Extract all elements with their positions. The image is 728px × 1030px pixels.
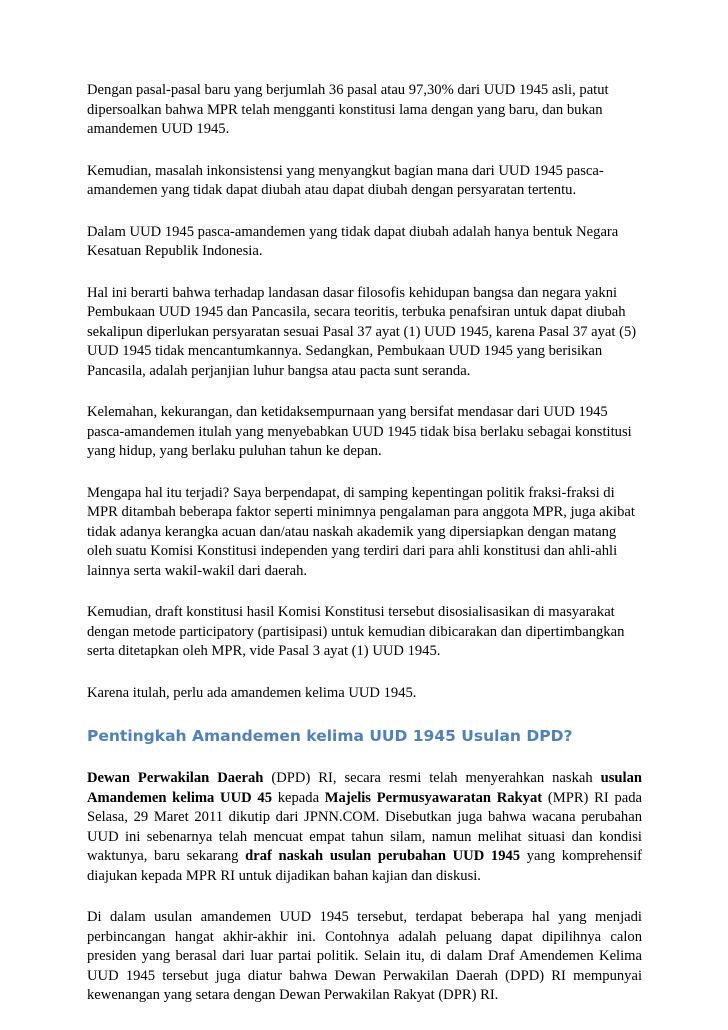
- text-segment: yang komprehensif diajukan kepada MPR RI untuk dijadikan bahan kajian dan diskusi.: [87, 848, 643, 884]
- paragraph-8: Karena itulah, perlu ada amandemen kelima UUD 1945.: [87, 684, 417, 701]
- bold-dpd-name: Dewan Perwakilan Daerah: [87, 770, 264, 786]
- bold-usulan-amandemen: usulan Amandemen kelima UUD 45: [87, 770, 642, 806]
- text-segment: (MPR) RI pada Selasa, 29 Maret 2011 dikutip dari JPNN.COM. Disebutkan juga bahwa wacana perubahan UUD ini sebenarnya telah mencuat empat tahun silam, namun melihat situasi dan kondisi waktunya, baru sekarang: [87, 789, 642, 864]
- paragraph-1: Dengan pasal-pasal baru yang berjumlah 36 pasal atau 97,30% dari UUD 1945 asli, patut dipersoalkan bahwa MPR telah mengganti konstitusi lama dengan yang baru, dan bukan amandemen UUD 1945.: [87, 82, 609, 137]
- text-segment: kepada: [272, 789, 325, 806]
- bold-mpr-name: Majelis Permusyawaratan Rakyat: [324, 789, 543, 806]
- paragraph-dpd: [87, 769, 642, 886]
- paragraph-7: Kemudian, draft konstitusi hasil Komisi Konstitusi tersebut disosialisasikan di masyarakat dengan metode participatory (partisipasi) untuk kemudian dibicarakan dan dipertimbangkan serta ditetapkan oleh MPR, vide Pasal 3 ayat (1) UUD 1945.: [87, 604, 625, 659]
- paragraph-2: Kemudian, masalah inkonsistensi yang menyangkut bagian mana dari UUD 1945 pasca-amandemen yang tidak dapat diubah atau dapat diubah dengan persyaratan tertentu.: [87, 162, 604, 198]
- paragraph-4: Hal ini berarti bahwa terhadap landasan dasar filosofis kehidupan bangsa dan negara yakni Pembukaan UUD 1945 dan Pancasila, secara teoritis, terbuka penafsiran untuk dapat diubah sekalipun diperlukan persyaratan sesuai Pasal 37 ayat (1) UUD 1945, karena Pasal 37 ayat (5) UUD 1945 tidak mencantumkannya. Sedangkan, Pembukaan UUD 1945 yang berisikan Pancasila, adalah perjanjian luhur bangsa atau pacta sunt seranda.: [87, 284, 637, 379]
- paragraph-last: Di dalam usulan amandemen UUD 1945 tersebut, terdapat beberapa hal yang menjadi perbincangan hangat akhir-akhir ini. Contohnya adalah peluang dapat dipilihnya calon presiden yang berasal dari luar partai politik. Selain itu, di dalam Draf Amendemen Kelima UUD 1945 tersebut juga diatur bahwa Dewan Perwakilan Daerah (DPD) RI mempunyai kewenangan yang setara dengan Dewan Perwakilan Rakyat (DPR) RI.: [87, 909, 642, 1003]
- section-heading: Pentingkah Amandemen kelima UUD 1945 Usulan DPD?: [87, 727, 573, 745]
- text-segment: (DPD) RI, secara resmi telah menyerahkan naskah: [263, 770, 601, 786]
- paragraph-5: Kelemahan, kekurangan, dan ketidaksempurnaan yang bersifat mendasar dari UUD 1945 pasca-amandemen itulah yang menyebabkan UUD 1945 tidak bisa berlaku sebagai konstitusi yang hidup, yang berlaku puluhan tahun ke depan.: [87, 404, 632, 459]
- paragraph-3: Dalam UUD 1945 pasca-amandemen yang tidak dapat diubah adalah hanya bentuk Negara Kesatuan Republik Indonesia.: [87, 223, 619, 259]
- paragraph-6: Mengapa hal itu terjadi? Saya berpendapat, di samping kepentingan politik fraksi-fraksi di MPR ditambah beberapa faktor seperti minimnya pengalaman para anggota MPR, juga akibat tidak adanya kerangka acuan dan/atau naskah akademik yang dipersiapkan dengan matang oleh suatu Komisi Konstitusi independen yang terdiri dari para ahli konstitusi dan ahli-ahli lainnya serta wakil-wakil dari daerah.: [87, 484, 635, 579]
- bold-draf-naskah: draf naskah usulan perubahan UUD 1945: [245, 848, 521, 864]
